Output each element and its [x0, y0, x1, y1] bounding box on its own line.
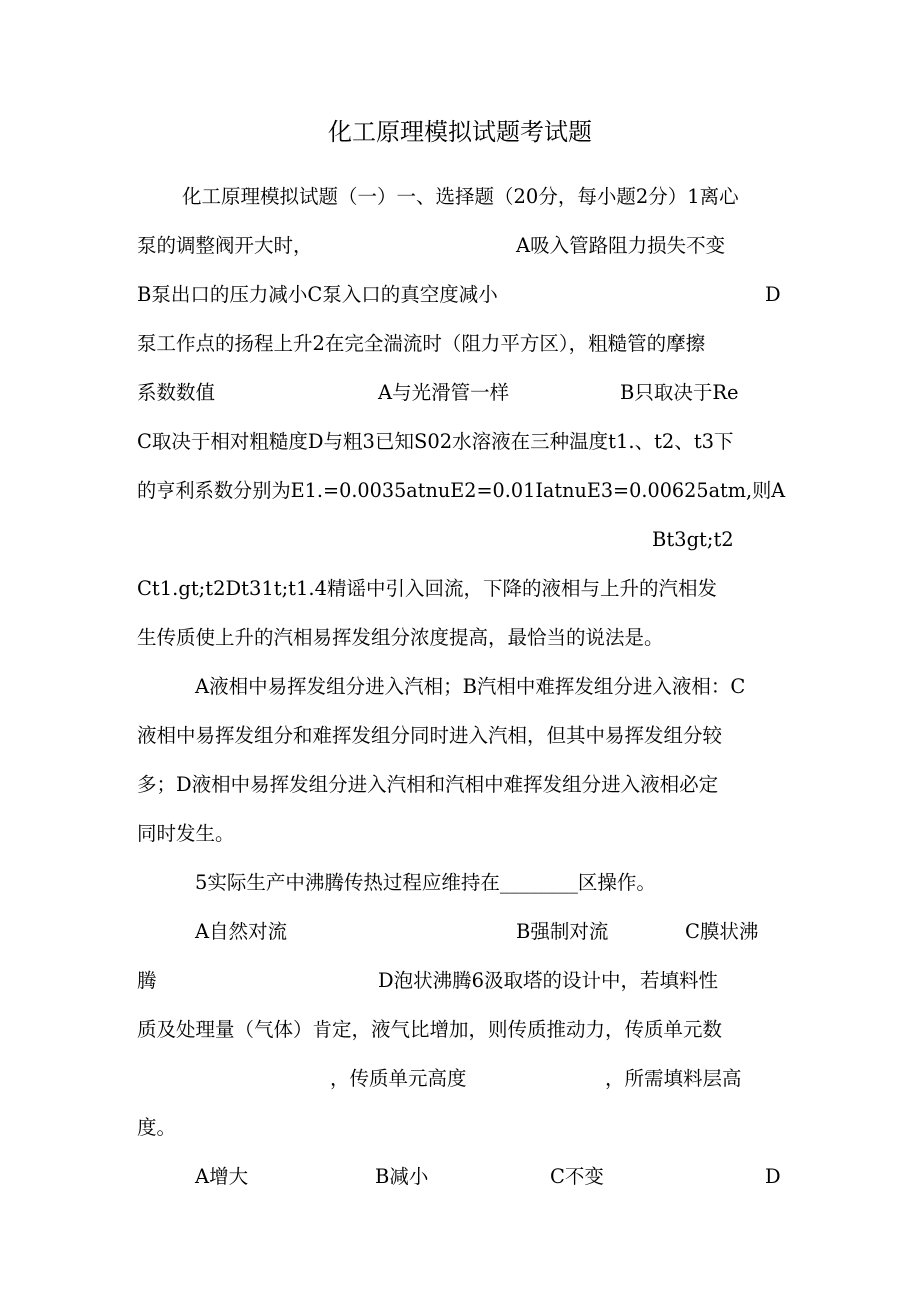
text-line: C不变 [550, 1165, 604, 1188]
text-line: Bt3gt;t2 [652, 528, 734, 551]
text-line: B减小 [375, 1165, 429, 1188]
text-line: 度。 [137, 1116, 177, 1139]
text-line: A自然对流 [195, 920, 288, 943]
document-title: 化工原理模拟试题考试题 [328, 118, 592, 146]
text-line: 泵工作点的扬程上升2在完全湍流时（阻力平方区），粗糙管的摩擦 [137, 332, 706, 355]
text-line: A增大 [195, 1165, 249, 1188]
text-line: A与光滑管一样 [378, 381, 510, 404]
text-line: 多；D液相中易挥发组分进入汽相和汽相中难挥发组分进入液相必定 [137, 773, 719, 796]
text-line: D泡状沸腾6汲取塔的设计中，若填料性 [378, 969, 719, 992]
text-line: B只取决于Re [620, 381, 739, 404]
text-line: 的亨利系数分别为E1.=0.0035atnuE2=0.01IatnuE3=0.00625atm,则A [137, 479, 786, 502]
text-line: B强制对流 [516, 920, 609, 943]
text-line: ，所需填料层高 [605, 1067, 742, 1090]
text-line: 泵的调整阀开大时， [137, 234, 313, 257]
text-line: C取决于相对粗糙度D与粗3已知S02水溶液在三种温度t1.、t2、t3下 [137, 430, 734, 453]
text-line: B泵出口的压力减小C泵入口的真空度减小 [137, 283, 498, 306]
text-line: D [765, 1165, 781, 1188]
text-line: C膜状沸 [685, 920, 759, 943]
text-line: 质及处理量（气体）肯定，液气比增加，则传质推动力，传质单元数 [137, 1018, 723, 1041]
text-line: D [765, 283, 781, 306]
text-line: 化工原理模拟试题（一）一、选择题（20分，每小题2分）1离心 [182, 185, 739, 208]
text-line: 系数数值 [137, 381, 216, 404]
text-line: Ct1.gt;t2Dt31t;t1.4精谣中引入回流，下降的液相与上升的汽相发 [137, 577, 718, 600]
text-line: 5实际生产中沸腾传热过程应维持在________区操作。 [195, 871, 656, 894]
text-line: 腾 [137, 969, 157, 992]
text-line: 液相中易挥发组分和难挥发组分同时进入汽相，但其中易挥发组分较 [137, 724, 723, 747]
text-line: 同时发生。 [137, 822, 235, 845]
text-line: 生传质使上升的汽相易挥发组分浓度提高，最恰当的说法是。 [137, 626, 664, 649]
text-line: ，传质单元高度 [330, 1067, 467, 1090]
text-line: A吸入管路阻力损失不变 [516, 234, 726, 257]
text-line: A液相中易挥发组分进入汽相；B汽相中难挥发组分进入液相：C [195, 675, 746, 698]
